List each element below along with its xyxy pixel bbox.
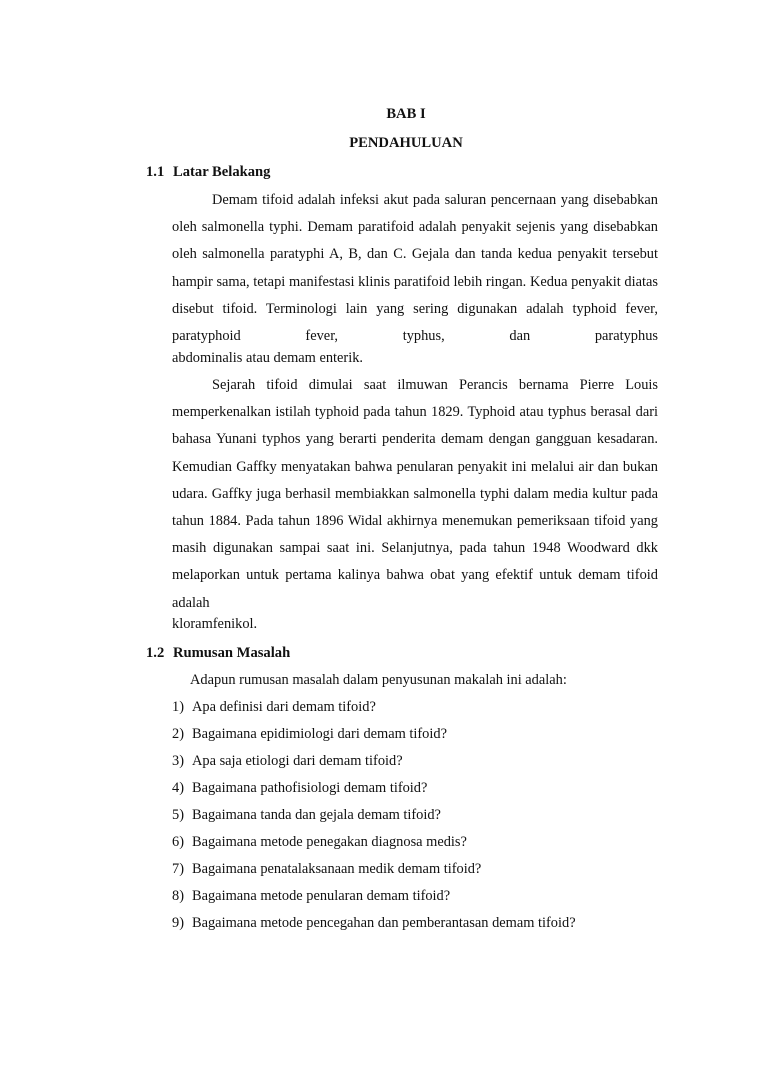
section-number: 1.1 [146, 164, 165, 180]
list-item: 4) Bagaimana pathofisiologi demam tifoid? [172, 780, 428, 796]
paragraph-history [172, 372, 658, 617]
list-item: 8) Bagaimana metode penularan demam tifoid? [172, 888, 451, 904]
list-item: 5) Bagaimana tanda dan gejala demam tifoid? [172, 807, 441, 823]
list-item: 6) Bagaimana metode penegakan diagnosa medis? [172, 834, 467, 850]
list-intro: Adapun rumusan masalah dalam penyusunan makalah ini adalah: [190, 672, 567, 688]
list-item: 2) Bagaimana epidimiologi dari demam tifoid? [172, 726, 447, 742]
paragraph-definition-last-line: abdominalis atau demam enterik. [172, 350, 364, 366]
chapter-title: PENDAHULUAN [349, 135, 463, 151]
list-item: 7) Bagaimana penatalaksanaan medik demam tifoid? [172, 861, 482, 877]
list-item: 3) Apa saja etiologi dari demam tifoid? [172, 753, 403, 769]
section-number: 1.2 [146, 645, 165, 661]
section-title: Latar Belakang [173, 164, 271, 180]
chapter-number: BAB I [386, 106, 426, 122]
paragraph-definition [172, 187, 658, 350]
paragraph-history-last-line: kloramfenikol. [172, 616, 258, 632]
list-item: 1) Apa definisi dari demam tifoid? [172, 699, 376, 715]
list-item: 9) Bagaimana metode pencegahan dan pemberantasan demam tifoid? [172, 915, 576, 931]
paragraph-text: Sejarah tifoid dimulai saat ilmuwan Perancis bernama Pierre Louis memperkenalkan istilah typhoid pada tahun 1829. Typhoid atau typhus berasal dari bahasa Yunani typhos yang berarti penderita demam dengan gangguan kesadaran. Kemudian Gaffky menyatakan bahwa penularan penyakit ini melalui air dan bukan udara. Gaffky juga berhasil membiakkan salmonella typhi dalam media kultur pada tahun 1884. Pada tahun 1896 Widal akhirnya menemukan pemeriksaan tifoid yang masih digunakan sampai saat ini. Selanjutnya, pada tahun 1948 Woodward dkk melaporkan untuk pertama kalinya bahwa obat yang efektif untuk demam tifoid adalah [172, 377, 658, 611]
section-heading-rumusan-masalah [146, 645, 290, 662]
paragraph-text: Demam tifoid adalah infeksi akut pada saluran pencernaan yang disebabkan oleh salmonella typhi. Demam paratifoid adalah penyakit sejenis yang disebabkan oleh salmonella paratyphi A, B, dan C. Gejala dan tanda kedua penyakit tersebut hampir sama, tetapi manifestasi klinis paratifoid lebih ringan. Kedua penyakit diatas disebut tifoid. Terminologi lain yang sering digunakan adalah typhoid fever, paratyphoid fever, typhus, dan paratyphus [172, 192, 658, 345]
section-heading-latar-belakang [146, 164, 270, 181]
section-title: Rumusan Masalah [173, 645, 291, 661]
